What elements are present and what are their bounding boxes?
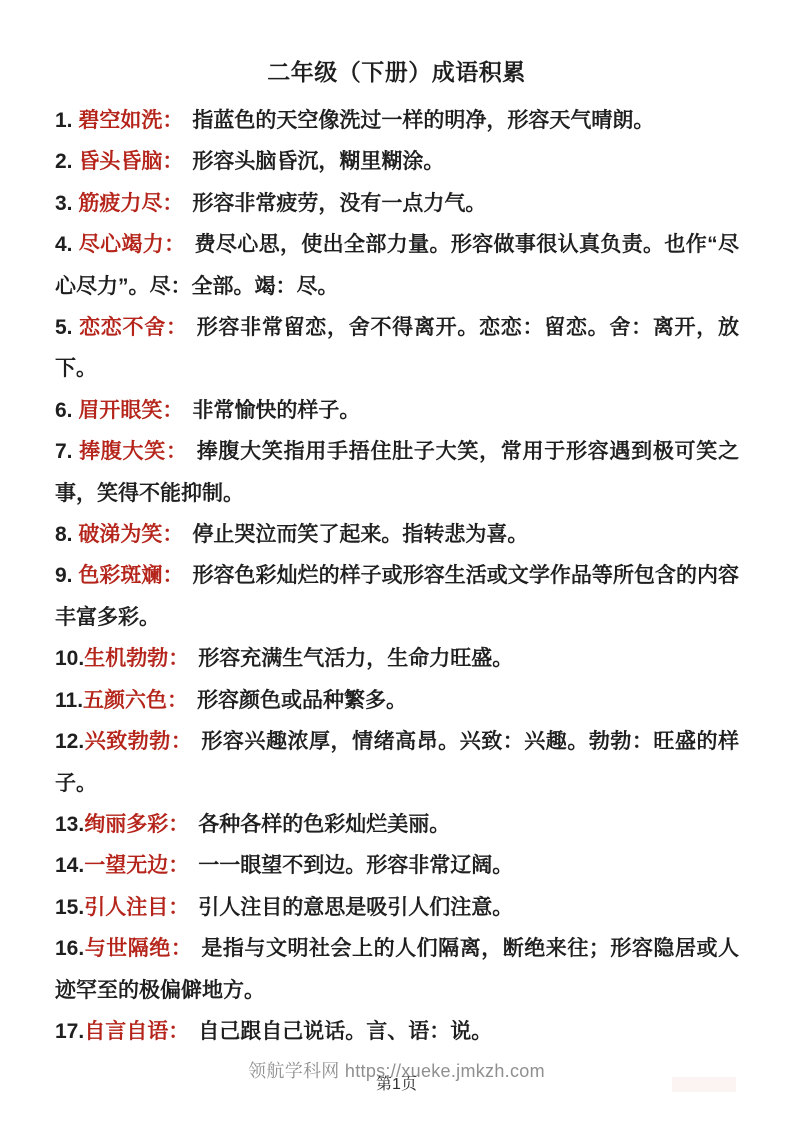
idiom-list bbox=[55, 100, 739, 1052]
entry-definition: 捧腹大笑指用手捂住肚子大笑，常用于形容遇到极可笑之事，笑得不能抑制。 bbox=[55, 440, 739, 505]
entry-idiom: 捧腹大笑： bbox=[79, 440, 188, 464]
entry-number: 13. bbox=[55, 812, 85, 836]
entry-definition: 非常愉快的样子。 bbox=[192, 398, 361, 422]
entry-definition: 自己跟自己说话。言、语：说。 bbox=[198, 1019, 493, 1043]
entry-idiom: 筋疲力尽： bbox=[78, 191, 184, 215]
entry-number: 11. bbox=[55, 688, 84, 712]
entry-definition: 形容颜色或品种繁多。 bbox=[197, 688, 408, 712]
entry-idiom: 破涕为笑： bbox=[78, 523, 184, 547]
entry-number: 16. bbox=[55, 937, 85, 961]
entry-number: 15. bbox=[55, 895, 85, 919]
entry-definition: 形容非常疲劳，没有一点力气。 bbox=[192, 191, 487, 215]
entry-definition: 各种各样的色彩灿烂美丽。 bbox=[198, 812, 451, 836]
entry-definition: 停止哭泣而笑了起来。指转悲为喜。 bbox=[192, 523, 529, 547]
entry-idiom: 一望无边： bbox=[84, 854, 190, 878]
idiom-entry bbox=[55, 721, 739, 804]
entry-idiom: 绚丽多彩： bbox=[84, 812, 190, 836]
entry-definition: 指蓝色的天空像洗过一样的明净，形容天气晴朗。 bbox=[192, 109, 655, 132]
entry-idiom: 兴致勃勃： bbox=[84, 730, 193, 754]
entry-number: 5. bbox=[55, 316, 80, 340]
entry-number: 12. bbox=[55, 730, 85, 754]
idiom-entry bbox=[55, 1011, 739, 1052]
idiom-entry bbox=[55, 555, 739, 638]
entry-number: 14. bbox=[55, 854, 85, 878]
entry-definition: 引人注目的意思是吸引人们注意。 bbox=[198, 895, 514, 919]
entry-number: 3. bbox=[55, 191, 79, 215]
idiom-entry bbox=[55, 845, 739, 886]
entry-definition: 形容兴趣浓厚，情绪高昂。兴致：兴趣。勃勃：旺盛的样子。 bbox=[55, 730, 740, 795]
entry-idiom: 五颜六色： bbox=[83, 688, 189, 712]
entry-definition: 形容充满生气活力，生命力旺盛。 bbox=[198, 647, 514, 671]
idiom-entry bbox=[55, 887, 739, 928]
entry-definition: 是指与文明社会上的人们隔离，断绝来往；形容隐居或人迹罕至的极偏僻地方。 bbox=[55, 937, 740, 1002]
entry-number: 10. bbox=[55, 647, 85, 671]
entry-idiom: 生机勃勃： bbox=[84, 647, 190, 671]
entry-definition: 费尽心思，使出全部力量。形容做事很认真负责。也作“尽心尽力”。尽：全部。竭：尽。 bbox=[55, 233, 739, 298]
entry-number: 7. bbox=[55, 440, 80, 464]
idiom-entry bbox=[55, 141, 739, 182]
entry-definition: 形容头脑昏沉，糊里糊涂。 bbox=[192, 150, 445, 174]
idiom-entry bbox=[55, 638, 739, 679]
entry-number: 2. bbox=[55, 150, 79, 174]
page-number: 第1页 bbox=[376, 1076, 417, 1093]
idiom-entry bbox=[55, 100, 739, 141]
entry-definition: 形容非常留恋，舍不得离开。恋恋：留恋。舍：离开，放下。 bbox=[55, 316, 739, 381]
idiom-entry bbox=[55, 928, 739, 1011]
entry-idiom: 自言自语： bbox=[84, 1019, 190, 1043]
idiom-entry bbox=[55, 680, 739, 721]
entry-idiom: 引人注目： bbox=[84, 895, 190, 919]
entry-definition: 一一眼望不到边。形容非常辽阔。 bbox=[198, 854, 514, 878]
highlight-box bbox=[672, 1077, 736, 1092]
idiom-entry bbox=[55, 514, 739, 555]
entry-idiom: 昏头昏脑： bbox=[78, 150, 184, 174]
entry-number: 17. bbox=[55, 1019, 85, 1043]
page-title: 二年级（下册）成语积累 bbox=[267, 59, 526, 85]
entry-number: 8. bbox=[55, 523, 79, 547]
entry-number: 9. bbox=[55, 564, 79, 588]
entry-idiom: 碧空如洗： bbox=[78, 109, 184, 132]
idiom-entry bbox=[55, 431, 739, 514]
entry-definition: 形容色彩灿烂的样子或形容生活或文学作品等所包含的内容丰富多彩。 bbox=[55, 564, 739, 629]
idiom-entry bbox=[55, 224, 739, 307]
entry-idiom: 与世隔绝： bbox=[84, 937, 193, 961]
idiom-entry bbox=[55, 390, 739, 431]
idiom-entry bbox=[55, 804, 739, 845]
idiom-entry bbox=[55, 307, 739, 390]
entry-idiom: 色彩斑斓： bbox=[78, 564, 184, 588]
entry-number: 4. bbox=[55, 233, 79, 257]
site-watermark: 领航学科网 https://xueke.jmkzh.com bbox=[248, 1061, 545, 1081]
entry-number: 6. bbox=[55, 398, 79, 422]
entry-idiom: 尽心竭力： bbox=[78, 233, 186, 257]
entry-idiom: 恋恋不舍： bbox=[79, 316, 188, 340]
entry-idiom: 眉开眼笑： bbox=[78, 398, 184, 422]
entry-number: 1. bbox=[55, 109, 79, 132]
idiom-entry bbox=[55, 183, 739, 224]
